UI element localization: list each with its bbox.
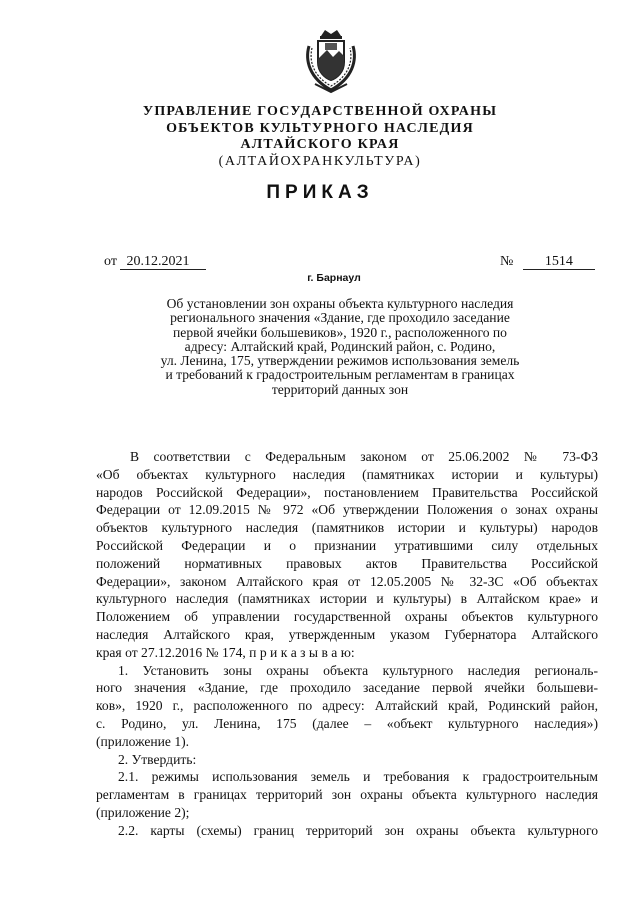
body-line: «Об объектах культурного наследия (памятниках истории и культуры)	[96, 466, 598, 482]
body-line: В соответствии с Федеральным законом от 25.06.2002 № 73-ФЗ	[130, 449, 598, 464]
body-line: Федерации», законом Алтайского края от 12.05.2005 № 32-ЗС «Об объектах	[96, 573, 598, 589]
body-line: объектов культурного наследия (памятников истории и культуры) народов	[96, 520, 598, 536]
body-line: народов Российской Федерации», постановлением Правительства Российской	[96, 484, 598, 500]
body-line: ного значения «Здание, где проходило заседание первой ячейки большеви-	[96, 680, 598, 696]
body-line: Положением об управлении государственной охраны объектов культурного	[96, 609, 598, 625]
body-line: Российской Федерации и о признании утратившими силу отдельных	[96, 537, 598, 553]
subject-line: регионального значения «Здание, где проходило заседание	[170, 310, 510, 326]
body-line: Федерации от 12.09.2015 № 972 «Об утверждении Положения о зонах охраны	[96, 502, 598, 518]
body-line: ков», 1920 г., расположенного по адресу: Алтайский край, Родинский район,	[96, 698, 598, 714]
coat-of-arms-emblem	[303, 26, 359, 94]
subject-line: ул. Ленина, 175, утверждении режимов использования земель	[160, 353, 520, 369]
date-value: 20.12.2021	[120, 254, 206, 270]
order-subject	[130, 297, 550, 397]
document-type-title: ПРИКАЗ	[266, 182, 374, 203]
number-prefix: №	[500, 254, 514, 269]
body-line: 2. Утвердить:	[118, 751, 197, 767]
order-date	[104, 254, 206, 270]
body-line: культурного наследия (памятниках истории и культуры) в Алтайском крае» и	[96, 591, 598, 607]
org-line: УПРАВЛЕНИЕ ГОСУДАРСТВЕННОЙ ОХРАНЫ	[142, 104, 498, 119]
number-value: 1514	[523, 254, 595, 270]
order-number	[500, 254, 595, 270]
org-line: АЛТАЙСКОГО КРАЯ	[240, 137, 400, 152]
city-label: г. Барнаул	[307, 272, 361, 284]
date-prefix: от	[104, 254, 117, 269]
body-line: (приложение 2);	[96, 804, 190, 820]
subject-line: первой ячейки большевиков», 1920 г., расположенного по	[173, 324, 507, 340]
body-line: 1. Установить зоны охраны объекта культурного наследия региональ-	[118, 662, 598, 678]
body-line: (приложение 1).	[96, 733, 190, 749]
body-line: 2.1. режимы использования земель и требования к градостроительным	[118, 769, 598, 785]
org-short-name: (АЛТАЙОХРАНКУЛЬТУРА)	[218, 153, 422, 169]
body-line: края от 27.12.2016 № 174, п р и к а з ы в а ю:	[96, 644, 355, 660]
order-body	[96, 448, 598, 840]
body-line: 2.2. карты (схемы) границ территорий зон охраны объекта культурного	[118, 822, 598, 838]
body-line: с. Родино, ул. Ленина, 175 (далее – «объект культурного наследия»)	[96, 715, 598, 731]
subject-line: и требований к градостроительным регламентам в границах	[165, 367, 515, 383]
body-line: регламентам в границах территорий зон охраны объекта культурного наследия	[96, 787, 598, 803]
subject-line: территорий данных зон	[271, 381, 409, 397]
subject-line: адресу: Алтайский край, Родинский район, с. Родино,	[184, 338, 496, 354]
organization-name	[0, 104, 640, 170]
subject-line: Об установлении зон охраны объекта культурного наследия	[166, 296, 514, 311]
body-line: положений нормативных правовых актов Правительства Российской	[96, 555, 598, 571]
body-line: наследия Алтайского края, утвержденным указом Губернатора Алтайского	[96, 626, 598, 642]
org-line: ОБЪЕКТОВ КУЛЬТУРНОГО НАСЛЕДИЯ	[166, 120, 474, 136]
